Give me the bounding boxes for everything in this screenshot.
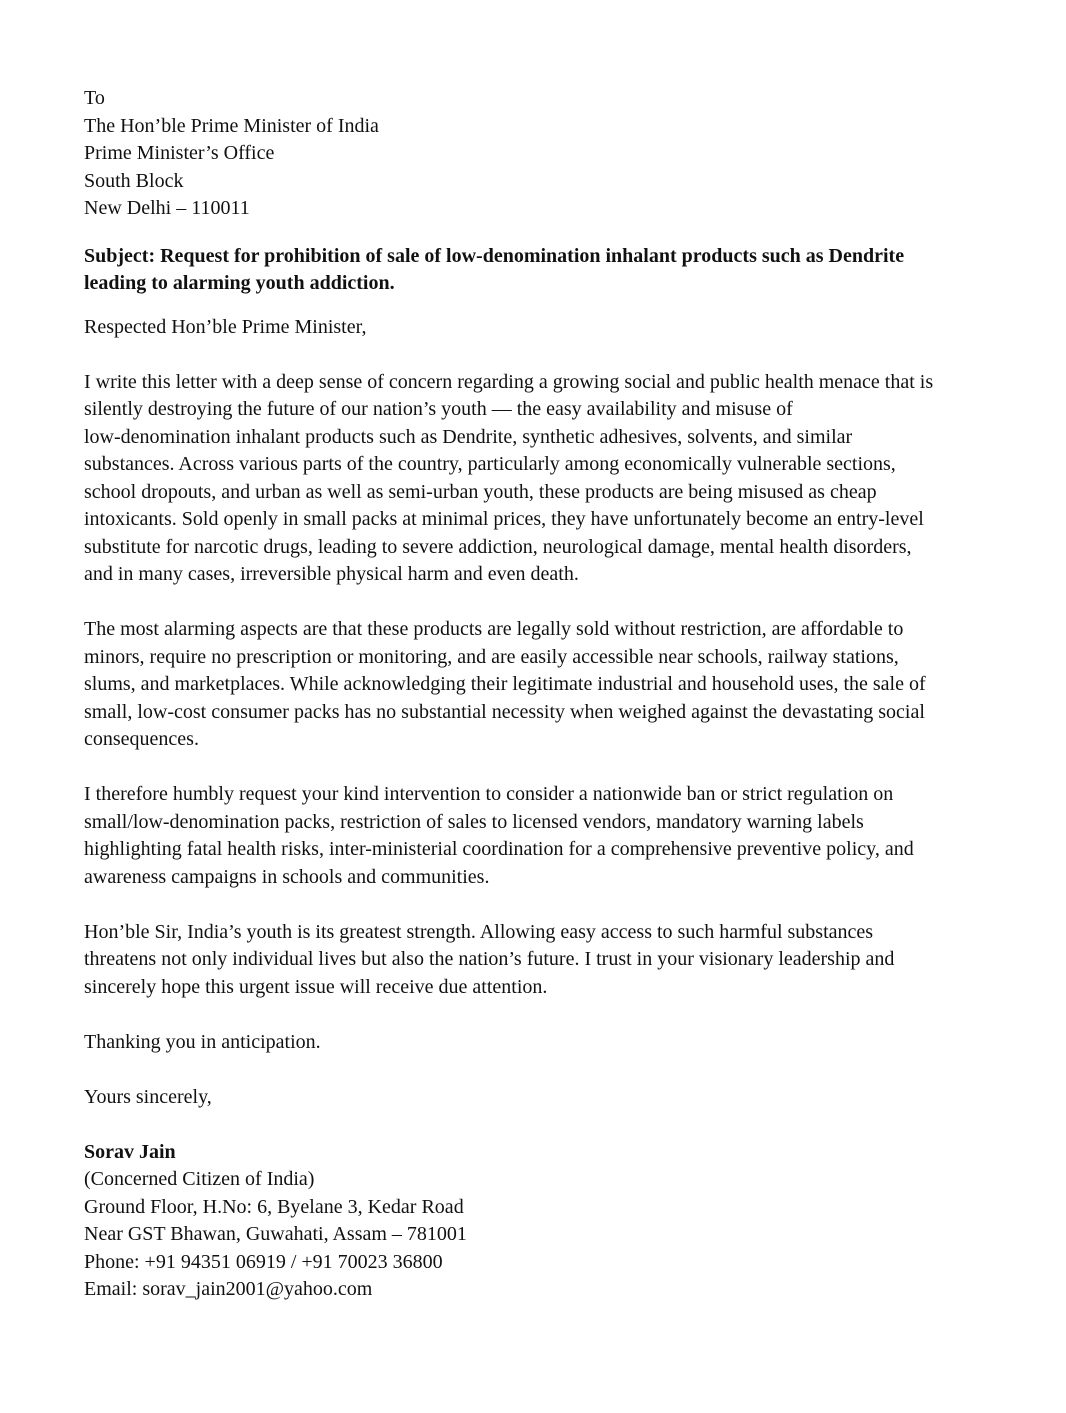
recipient-line: To (84, 87, 105, 109)
paragraph-line: threatens not only individual lives but also the nation’s future. I trust in your visionary leadership and (84, 948, 895, 970)
recipient-address (84, 85, 1024, 223)
paragraph-line: highlighting fatal health risks, inter-ministerial coordination for a comprehensive preventive policy, and (84, 838, 914, 860)
body-paragraph-1 (84, 369, 1024, 589)
salutation: Respected Hon’ble Prime Minister, (84, 315, 367, 338)
body-paragraph-2 (84, 616, 1024, 754)
signatory-email: Email: sorav_jain2001@yahoo.com (84, 1278, 373, 1300)
paragraph-line: small, low-cost consumer packs has no substantial necessity when weighed against the devastating social (84, 700, 925, 723)
paragraph-line: I therefore humbly request your kind intervention to consider a nationwide ban or strict regulation on (84, 783, 894, 805)
paragraph-line: low-denomination inhalant products such as Dendrite, synthetic adhesives, solvents, and similar (84, 425, 853, 448)
subject-text: leading to alarming youth addiction. (84, 272, 395, 294)
subject-line (84, 243, 1024, 298)
closing-sign-off: Yours sincerely, (84, 1085, 212, 1108)
signatory-address-line-1: Ground Floor, H.No: 6, Byelane 3, Kedar Road (84, 1195, 464, 1218)
recipient-line: South Block (84, 169, 184, 192)
paragraph-line: silently destroying the future of our nation’s youth — the easy availability and misuse of (84, 398, 793, 420)
paragraph-line: Hon’ble Sir, India’s youth is its greatest strength. Allowing easy access to such harmful substances (84, 920, 874, 943)
body-paragraph-4 (84, 919, 1024, 1002)
letter-page (84, 85, 1024, 1304)
signatory-name: Sorav Jain (84, 1140, 176, 1163)
signatory-address-line-2: Near GST Bhawan, Guwahati, Assam – 781001 (84, 1223, 467, 1245)
paragraph-line: consequences. (84, 728, 199, 750)
paragraph-line: slums, and marketplaces. While acknowledging their legitimate industrial and household uses, the sale of (84, 673, 926, 695)
recipient-line: The Hon’ble Prime Minister of India (84, 114, 379, 137)
paragraph-line: sincerely hope this urgent issue will receive due attention. (84, 975, 548, 998)
paragraph-line: I write this letter with a deep sense of concern regarding a growing social and public health menace that is (84, 370, 934, 393)
signatory-designation: (Concerned Citizen of India) (84, 1168, 315, 1190)
signatory-phone: Phone: +91 94351 06919 / +91 70023 36800 (84, 1250, 443, 1273)
paragraph-line: substitute for narcotic drugs, leading to severe addiction, neurological damage, mental health disorders, (84, 535, 912, 558)
body-paragraph-3 (84, 781, 1024, 891)
paragraph-line: intoxicants. Sold openly in small packs at minimal prices, they have unfortunately become an entry-level (84, 508, 924, 530)
closing-thanks: Thanking you in anticipation. (84, 1030, 321, 1053)
recipient-line: Prime Minister’s Office (84, 142, 275, 164)
paragraph-line: substances. Across various parts of the country, particularly among economically vulnerable sections, (84, 453, 896, 475)
paragraph-line: school dropouts, and urban as well as semi-urban youth, these products are being misused as cheap (84, 480, 877, 503)
signature-block (84, 1139, 1024, 1304)
paragraph-line: awareness campaigns in schools and communities. (84, 865, 490, 888)
paragraph-line: minors, require no prescription or monitoring, and are easily accessible near schools, railway stations, (84, 645, 899, 668)
subject-text: Subject: Request for prohibition of sale of low-denomination inhalant products such as Dendrite (84, 244, 905, 267)
recipient-line: New Delhi – 110011 (84, 197, 250, 219)
paragraph-line: small/low-denomination packs, restriction of sales to licensed vendors, mandatory warning labels (84, 810, 864, 833)
paragraph-line: and in many cases, irreversible physical harm and even death. (84, 563, 579, 585)
paragraph-line: The most alarming aspects are that these products are legally sold without restriction, are affordable to (84, 618, 904, 640)
